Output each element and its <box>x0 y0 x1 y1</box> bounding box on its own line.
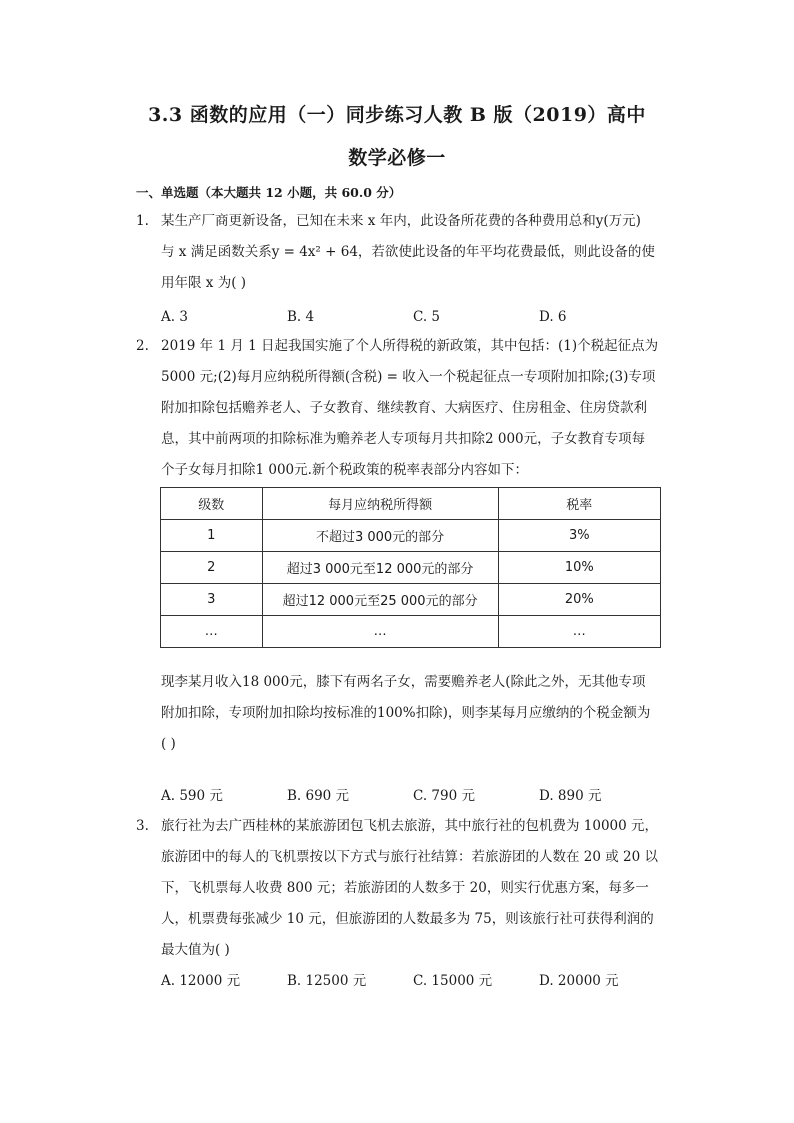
table-row <box>161 616 661 648</box>
table-row <box>161 584 661 616</box>
document-title-line-1: 3.3 函数的应用（一）同步练习人教 B 版（2019）高中 <box>148 104 646 126</box>
document-title-line-2: 数学必修一 <box>348 147 446 169</box>
question-line: 附加扣除包括赡养老人、子女教育、继续教育、大病医疗、住房租金、住房贷款利 <box>161 400 647 416</box>
option-d: D. 6 <box>539 309 567 325</box>
option-c: C. 15000 元 <box>413 973 493 989</box>
table-cell: 超过3 000元至12 000元的部分 <box>262 552 498 584</box>
table-row <box>161 520 661 552</box>
question-line: ( ) <box>161 736 176 752</box>
option-a: A. 590 元 <box>161 788 223 804</box>
table-cell: 3 <box>161 584 263 616</box>
option-d: D. 890 元 <box>539 788 602 804</box>
question-number: 2. <box>136 338 149 354</box>
table-cell: … <box>262 616 498 648</box>
question-2-continued <box>161 667 650 760</box>
table-cell: 超过12 000元至25 000元的部分 <box>262 584 498 616</box>
table-cell: 3% <box>498 520 660 552</box>
question-number: 1. <box>136 213 149 229</box>
table-row <box>161 552 661 584</box>
table-cell: 2 <box>161 552 263 584</box>
question-line: 5000 元;(2)每月应纳税所得额(含税) = 收入一个税起征点一专项附加扣除;(3)专项 <box>161 369 656 385</box>
question-line: 人，机票费每张减少 10 元，但旅游团的人数最多为 75，则该旅行社可获得利润的 <box>161 911 654 927</box>
table-cell: 不超过3 000元的部分 <box>262 520 498 552</box>
question-line: 旅行社为去广西桂林的某旅游团包飞机去旅游，其中旅行社的包机费为 10000 元， <box>161 818 659 834</box>
question-line: 息，其中前两项的扣除标准为赡养老人专项每月共扣除2 000元，子女教育专项每 <box>161 431 646 447</box>
tax-rate-table <box>160 487 661 648</box>
question-line: 个子女每月扣除1 000元.新个税政策的税率表部分内容如下： <box>161 462 528 478</box>
question-stem <box>161 331 671 486</box>
question-line: 旅游团中的每人的飞机票按以下方式与旅行社结算：若旅游团的人数在 20 或 20 以 <box>161 849 659 865</box>
table-header-row <box>161 488 661 520</box>
question-line: 某生产厂商更新设备，已知在未来 x 年内，此设备所花费的各种费用总和y(万元) <box>161 213 641 229</box>
question-1-options <box>161 302 671 326</box>
table-cell: … <box>161 616 263 648</box>
question-3-options <box>161 966 671 990</box>
table-cell: 10% <box>498 552 660 584</box>
option-d: D. 20000 元 <box>539 973 619 989</box>
table-header-level: 级数 <box>161 488 263 520</box>
table-cell: 1 <box>161 520 263 552</box>
option-b: B. 690 元 <box>287 788 350 804</box>
section-heading: 一、单选题（本大题共 12 小题，共 60.0 分） <box>136 185 402 200</box>
option-b: B. 12500 元 <box>287 973 367 989</box>
question-number: 3. <box>136 818 149 834</box>
option-a: A. 12000 元 <box>161 973 241 989</box>
option-c: C. 5 <box>413 309 441 325</box>
question-line: 最大值为( ) <box>161 942 230 958</box>
question-line: 与 x 满足函数关系y = 4x² + 64，若欲使此设备的年平均花费最低，则此设备的使 <box>161 244 655 260</box>
question-line: 现李某月收入18 000元，膝下有两名子女，需要赡养老人(除此之外，无其他专项 <box>161 674 646 690</box>
option-b: B. 4 <box>287 309 315 325</box>
option-c: C. 790 元 <box>413 788 475 804</box>
question-stem <box>161 206 671 299</box>
question-line: 2019 年 1 月 1 日起我国实施了个人所得税的新政策，其中包括：(1)个税起征点为 <box>161 338 659 354</box>
question-2-options <box>161 781 671 805</box>
question-line: 用年限 x 为( ) <box>161 275 247 291</box>
table-header-rate: 税率 <box>498 488 660 520</box>
table-cell: 20% <box>498 584 660 616</box>
question-line: 附加扣除，专项附加扣除均按标准的100%扣除)，则李某每月应缴纳的个税金额为 <box>161 705 651 721</box>
table-cell: … <box>498 616 660 648</box>
option-a: A. 3 <box>161 309 188 325</box>
question-stem <box>161 811 671 966</box>
question-line: 下，飞机票每人收费 800 元；若旅游团的人数多于 20，则实行优惠方案，每多一 <box>161 880 649 896</box>
table-header-taxable-income: 每月应纳税所得额 <box>262 488 498 520</box>
